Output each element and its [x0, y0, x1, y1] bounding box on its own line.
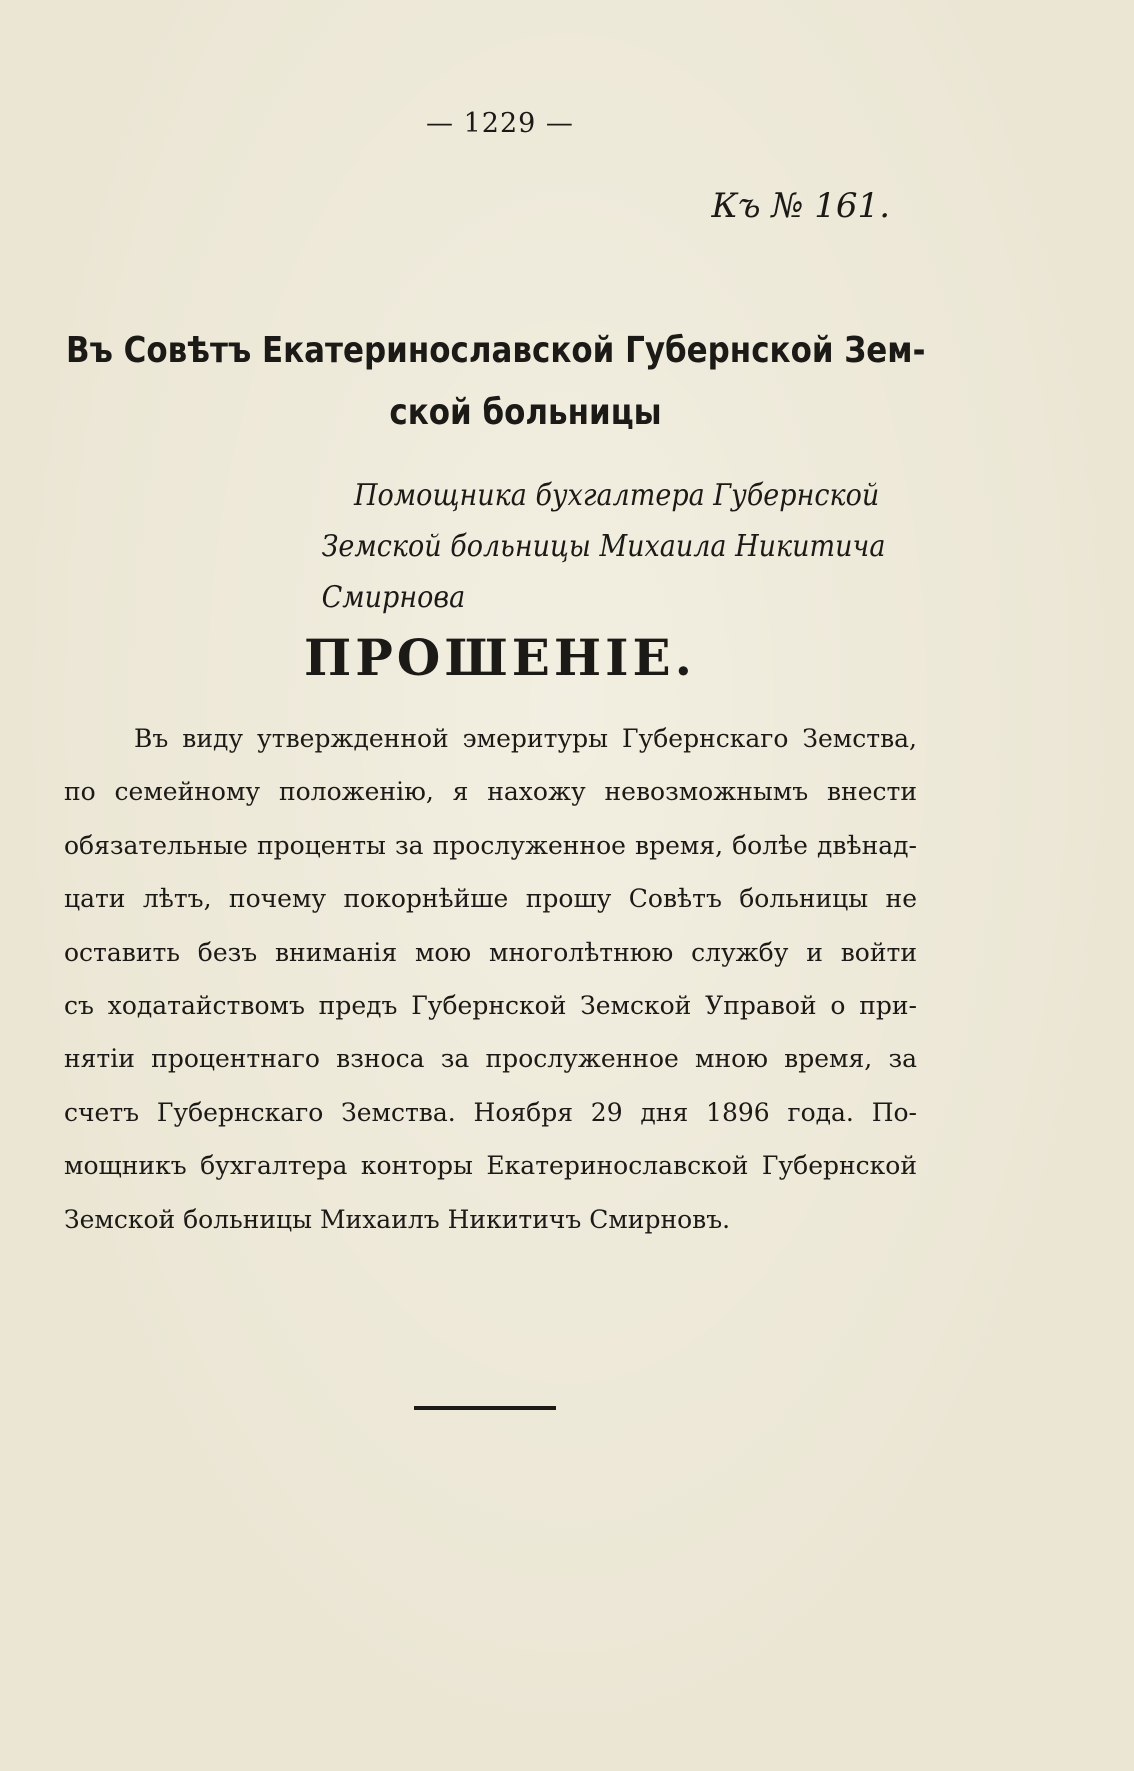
addressee-line-1: Въ Совѣтъ Екатеринославской Губернской Зем-	[66, 330, 926, 371]
addressee-line-2: ской больницы	[389, 392, 662, 433]
body-line: обязательные проценты за прослуженное время, болѣе двѣнад-	[64, 830, 917, 860]
body-line: цати лѣтъ, почему покорнѣйше прошу Совѣтъ больницы не	[64, 884, 917, 914]
body-line: по семейному положенію, я нахожу невозможнымъ внести	[64, 777, 917, 807]
body-line: Въ виду утвержденной эмеритуры Губернскаго Земства,	[134, 724, 917, 753]
sender-block	[321, 470, 894, 623]
document-title: ПРОШЕНІЕ.	[303, 628, 697, 687]
body-line: счетъ Губернскаго Земства. Ноября 29 дня 1896 года. По-	[64, 1097, 917, 1127]
section-divider	[414, 1406, 556, 1410]
body-line: съ ходатайствомъ предъ Губернской Земской Управой о при-	[64, 991, 917, 1021]
sender-line-3: Смирнова	[321, 580, 466, 615]
body-line: оставить безъ вниманія мою многолѣтнюю службу и войти	[64, 937, 917, 967]
body-line: Земской больницы Михаилъ Никитичъ Смирновъ.	[64, 1204, 731, 1234]
body-line: нятіи процентнаго взноса за прослуженное мною время, за	[64, 1044, 917, 1074]
reference-number: Къ № 161.	[711, 186, 890, 226]
petition-body	[64, 712, 917, 1246]
page-number: — 1229 —	[426, 108, 574, 139]
addressee-heading	[66, 320, 926, 444]
body-line: мощникъ бухгалтера конторы Екатеринославской Губернской	[64, 1151, 917, 1181]
sender-line-1: Помощника бухгалтера Губернской	[354, 478, 880, 513]
sender-line-2: Земской больницы Михаила Никитича	[321, 529, 886, 564]
